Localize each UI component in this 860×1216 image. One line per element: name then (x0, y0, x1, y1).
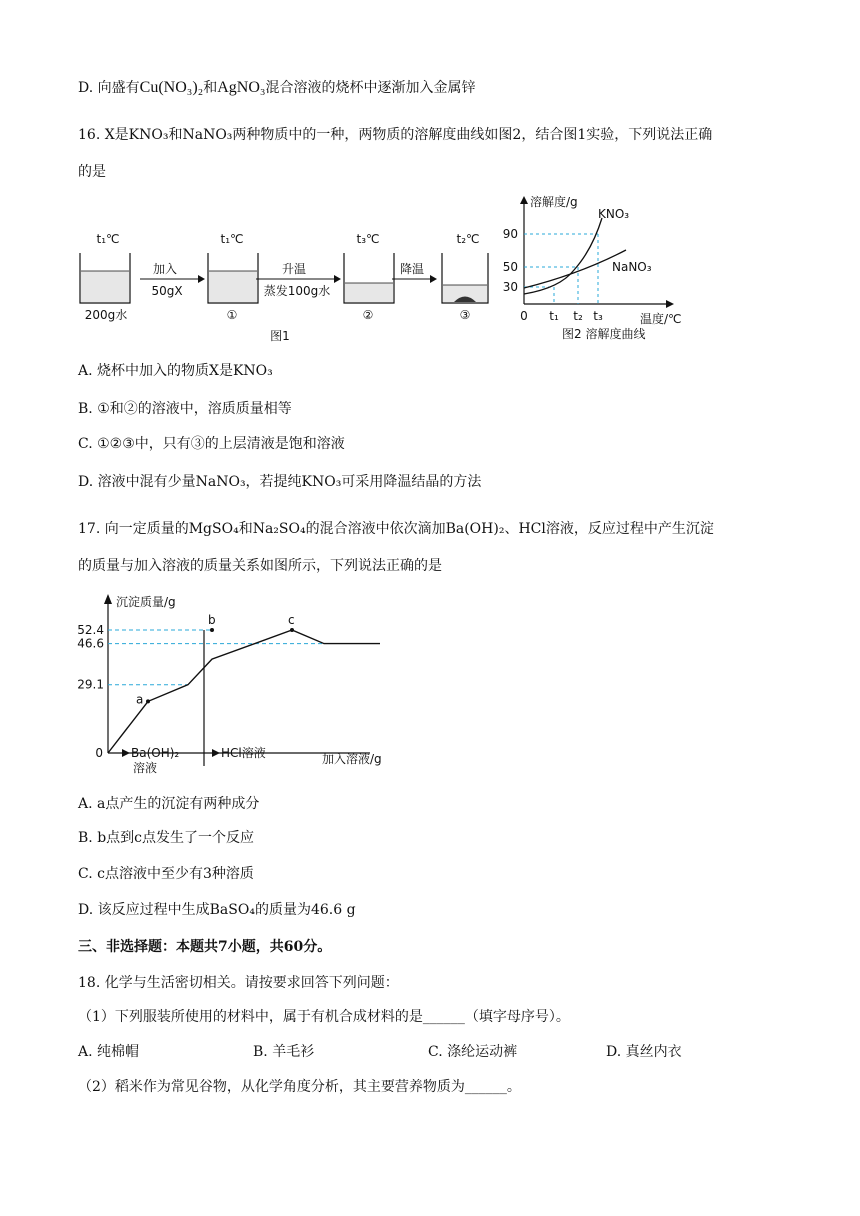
q17-option-c: C. c点溶液中至少有3种溶质 (78, 866, 254, 882)
q16-stem-line2: 的是 (78, 164, 106, 180)
q18-option-c: C. 涤纶运动裤 (428, 1044, 518, 1060)
q16-figure2 (500, 192, 700, 342)
q15-optd-suffix: 混合溶液的烧杯中逐渐加入金属锌 (265, 80, 476, 96)
fig2-ytick-90: 90 (502, 227, 518, 241)
fig2-origin: 0 (520, 309, 528, 323)
q17-ytick-52.4: 52.4 (77, 623, 104, 637)
q15-optd-mid: 和 (203, 80, 218, 96)
fig1-label0: 200g水 (84, 308, 128, 322)
q17-arrow1-label-line2: 溶液 (133, 761, 158, 775)
fig2-curve-kno3 (524, 218, 602, 294)
q16-option-c: C. ①②③中，只有③的上层清液是饱和溶液 (78, 436, 345, 452)
q15-optd-prefix: D. 向盛有 (78, 80, 140, 96)
fig2-xtick-t3: t₃ (593, 309, 603, 323)
q18-option-d: D. 真丝内衣 (606, 1044, 682, 1060)
q17-arrow1 (122, 749, 130, 757)
fig1-caption: 图1 (270, 329, 290, 343)
q18-option-a: A. 纯棉帽 (78, 1044, 140, 1060)
q17-stem-line2: 的质量与加入溶液的质量关系如图所示，下列说法正确的是 (78, 558, 442, 574)
q16-option-b: B. ①和②的溶液中，溶质质量相等 (78, 401, 292, 417)
fig2-series-kno3: KNO₃ (598, 207, 630, 221)
q17-chart (70, 588, 410, 778)
fig2-xtick-t1: t₁ (549, 309, 559, 323)
q16-figure1 (70, 225, 490, 345)
q17-point-a-label: a (136, 692, 144, 707)
q16-option-d: D. 溶液中混有少量NaNO₃，若提纯KNO₃可采用降温结晶的方法 (78, 474, 482, 490)
fig2-ylabel: 溶解度/g (530, 195, 578, 209)
fig1-arrow2-top: 升温 (281, 262, 307, 276)
q18-part2: （2）稻米作为常见谷物，从化学角度分析，其主要营养物质为______。 (78, 1079, 521, 1095)
q17-point-a (146, 699, 150, 703)
q17-stem-line1: 17. 向一定质量的MgSO₄和Na₂SO₄的混合溶液中依次滴加Ba(OH)₂、HCl溶液，反应过程中产生沉淀 (78, 521, 714, 537)
fig1-solution1 (209, 271, 257, 302)
q18-part1: （1）下列服装所使用的材料中，属于有机合成材料的是______（填字母序号）。 (78, 1009, 570, 1025)
fig2-ytick-50: 50 (502, 260, 518, 274)
fig1-arrow1-top: 加入 (152, 262, 178, 276)
fig2-caption: 图2 溶解度曲线 (562, 327, 646, 341)
q17-point-b-label: b (208, 613, 216, 627)
section3-title: 三、非选择题：本题共7小题，共60分。 (78, 939, 332, 955)
fig2-xlabel: 温度/℃ (640, 312, 682, 326)
q17-ytick-46.6: 46.6 (77, 636, 104, 651)
q17-origin: 0 (95, 746, 103, 760)
q15-optd-chem1: Cu(NO₃)₂ (139, 79, 204, 96)
q17-point-b (210, 628, 214, 632)
q17-arrow2-label: HCl溶液 (221, 746, 266, 760)
fig1-temp3: t₂℃ (456, 232, 480, 246)
fig1-solution2 (345, 283, 393, 302)
fig1-arrow1-bottom: 50gX (151, 284, 183, 298)
q15-option-d (78, 78, 475, 98)
fig2-ytick-30: 30 (502, 280, 518, 294)
fig1-solution0 (81, 271, 129, 302)
fig1-label3: ③ (459, 308, 471, 322)
q17-option-b: B. b点到c点发生了一个反应 (78, 830, 254, 846)
q17-arrow1-label-line1: Ba(OH)₂ (131, 746, 180, 760)
q17-ytick-29.1: 29.1 (77, 677, 104, 692)
q17-series-line (108, 630, 380, 753)
q17-point-c-label: c (288, 613, 295, 627)
fig2-series-nano3: NaNO₃ (612, 260, 652, 274)
q17-option-a: A. a点产生的沉淀有两种成分 (78, 796, 260, 812)
q17-arrow2 (212, 749, 220, 757)
q17-ylabel: 沉淀质量/g (116, 595, 176, 609)
q15-optd-chem2: AgNO₃ (217, 79, 266, 96)
q18-stem: 18. 化学与生活密切相关。请按要求回答下列问题： (78, 975, 399, 991)
fig1-arrow3-top: 降温 (399, 262, 425, 276)
q17-point-c (290, 628, 294, 632)
fig1-arrow2-bottom: 蒸发100g水 (263, 284, 331, 298)
q17-xlabel: 加入溶液/g (322, 752, 382, 766)
q16-stem-line1: 16. X是KNO₃和NaNO₃两种物质中的一种，两物质的溶解度曲线如图2，结合图1实验，下列说法正确 (78, 127, 713, 143)
fig1-temp1: t₁℃ (220, 232, 244, 246)
q18-option-b: B. 羊毛衫 (253, 1044, 315, 1060)
q17-option-d: D. 该反应过程中生成BaSO₄的质量为46.6 g (78, 902, 356, 918)
fig2-xtick-t2: t₂ (573, 309, 583, 323)
fig1-temp0: t₁℃ (96, 232, 120, 246)
fig1-label1: ① (226, 308, 238, 322)
fig1-label2: ② (362, 308, 374, 322)
q16-option-a: A. 烧杯中加入的物质X是KNO₃ (78, 363, 273, 379)
fig1-temp2: t₃℃ (356, 232, 380, 246)
